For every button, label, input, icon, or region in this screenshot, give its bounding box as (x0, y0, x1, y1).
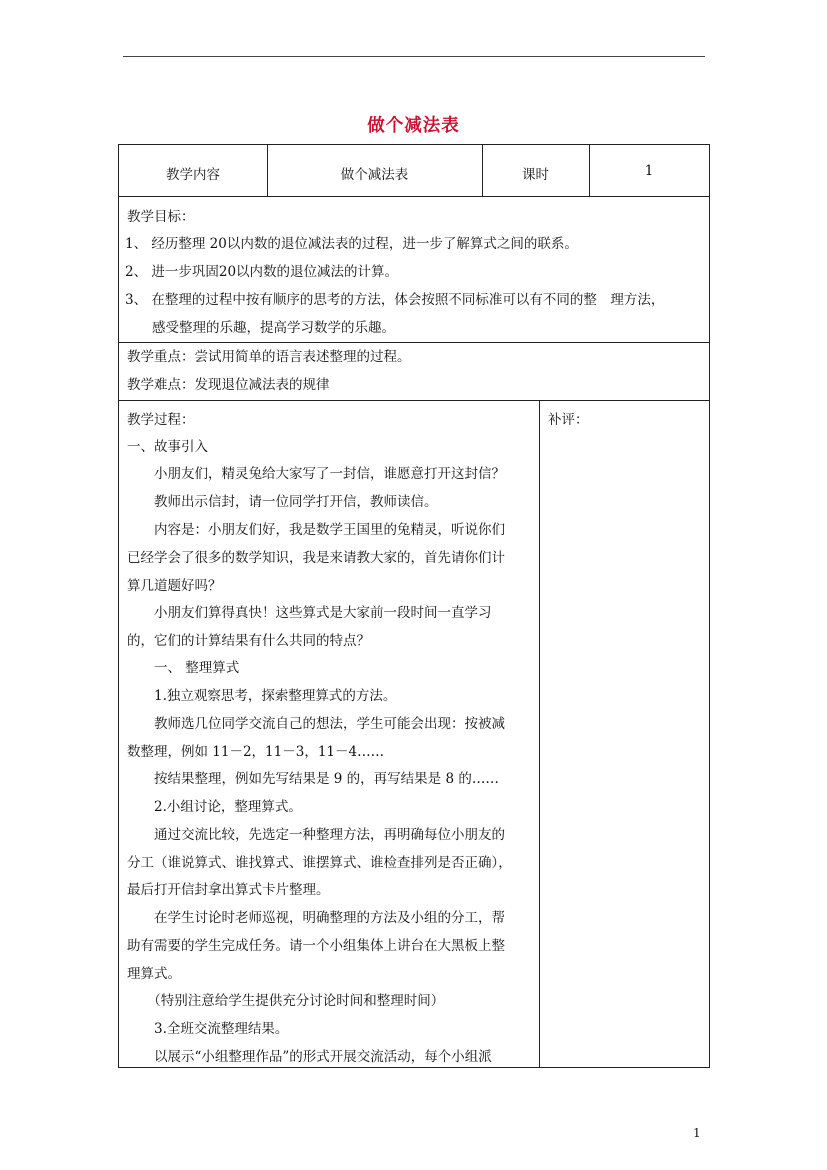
objective-item: 1、 经历整理 20以内数的退位减法表的过程，进一步了解算式之间的联系。 (125, 236, 578, 252)
teaching-focus: 教学重点：尝试用简单的语言表述整理的过程。 (127, 349, 411, 365)
process-line: 一、故事引入 (127, 439, 208, 455)
process-line: 3.全班交流整理结果。 (127, 1021, 289, 1037)
process-line: 助有需要的学生完成任务。请一个小组集体上讲台在大黑板上整 (127, 938, 505, 954)
lesson-plan-table (118, 144, 710, 1068)
class-period-label: 课时 (522, 167, 549, 183)
process-line: 1.独立观察思考，探索整理算式的方法。 (127, 688, 397, 704)
process-line: 通过交流比较，先选定一种整理方法，再明确每位小朋友的 (127, 827, 505, 843)
page-number: 1 (693, 1126, 701, 1140)
row-divider (119, 342, 709, 343)
process-line: 的，它们的计算结果有什么共同的特点？ (127, 633, 370, 649)
process-line: 在学生讨论时老师巡视，明确整理的方法及小组的分工，帮 (127, 910, 505, 926)
objective-item: 2、 进一步巩固20以内数的退位减法的计算。 (125, 264, 399, 280)
process-line: 教师出示信封，请一位同学打开信，教师读信。 (127, 494, 438, 510)
process-line: 数整理，例如 11－2，11－3，11－4…… (127, 744, 385, 760)
process-line: 小朋友们算得真快！这些算式是大家前一段时间一直学习 (127, 605, 492, 621)
process-line: 一、 整理算式 (127, 660, 240, 676)
process-line: 分工（谁说算式、谁找算式、谁摆算式、谁检查排列是否正确）， (127, 855, 512, 871)
objective-item: 3、 在整理的过程中按有顺序的思考的方法，体会按照不同标准可以有不同的整 理方法， (125, 292, 665, 308)
process-line: 最后打开信封拿出算式卡片整理。 (127, 882, 330, 898)
comment-label: 补评： (548, 412, 589, 428)
process-line: 按结果整理，例如先写结果是 9 的，再写结果是 8 的…… (127, 771, 499, 787)
process-line: 理算式。 (127, 966, 181, 982)
process-line: 2.小组讨论，整理算式。 (127, 799, 302, 815)
process-line: 教学过程： (127, 412, 195, 428)
process-line: 已经学会了很多的数学知识，我是来请教大家的，首先请你们计 (127, 550, 505, 566)
process-line: 以展示“小组整理作品”的形式开展交流活动，每个小组派 (127, 1049, 492, 1065)
class-period-value: 1 (644, 163, 654, 179)
process-line: （特别注意给学生提供充分讨论时间和整理时间） (127, 993, 445, 1009)
process-line: 小朋友们，精灵兔给大家写了一封信，谁愿意打开这封信？ (127, 466, 505, 482)
objectives-heading: 教学目标： (127, 209, 195, 225)
process-line: 算几道题好吗？ (127, 578, 222, 594)
objective-item: 感受整理的乐趣，提高学习数学的乐趣。 (125, 320, 395, 336)
process-line: 教师选几位同学交流自己的想法，学生可能会出现：按被减 (127, 716, 505, 732)
col-divider (539, 400, 540, 1067)
teaching-difficulty: 教学难点：发现退位减法表的规律 (127, 377, 330, 393)
header-rule (123, 56, 705, 57)
document-title: 做个减法表 (367, 116, 460, 136)
teaching-content-label: 教学内容 (166, 167, 220, 183)
teaching-content-value: 做个减法表 (340, 167, 409, 183)
process-line: 内容是：小朋友们好，我是数学王国里的兔精灵，听说你们 (127, 522, 505, 538)
row-divider (119, 196, 709, 197)
row-divider (119, 400, 709, 401)
